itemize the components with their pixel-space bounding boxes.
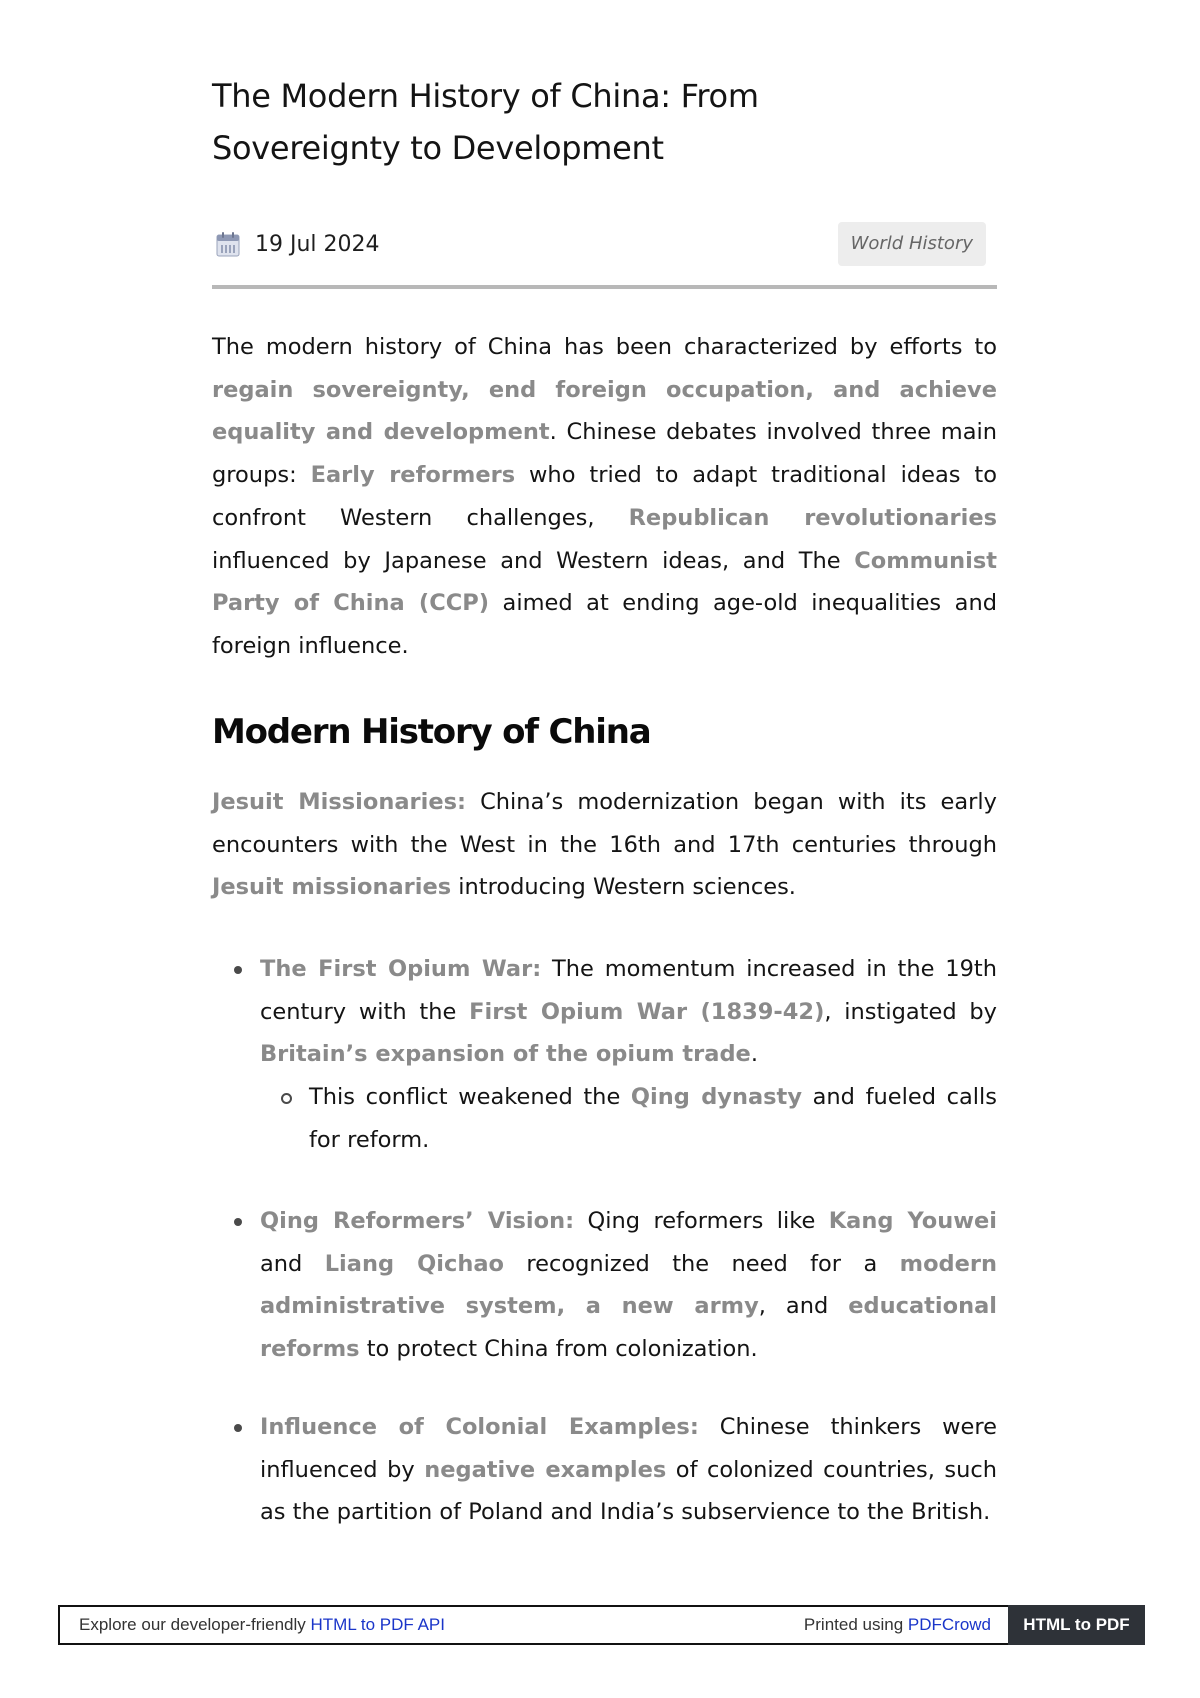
item-highlight: Qing Reformers’ Vision: — [260, 1208, 575, 1234]
bullet-list — [212, 948, 997, 1162]
html-to-pdf-button[interactable]: HTML to PDF — [1008, 1605, 1145, 1645]
item-text: to protect China from colonization. — [359, 1336, 758, 1363]
bullet-list — [212, 1406, 997, 1534]
item-highlight: Influence of Colonial Examples: — [260, 1414, 699, 1440]
footer-right — [804, 1607, 991, 1643]
para-text: introducing Western sciences. — [451, 874, 796, 901]
list-item-opium-war — [212, 948, 997, 1162]
list-item-colonial-examples — [212, 1406, 997, 1534]
intro-text: influenced by Japanese and Western ideas, and The — [212, 547, 855, 574]
intro-highlight: Early reformers — [310, 462, 516, 489]
item-text: , and — [758, 1293, 849, 1320]
bullet-list — [212, 1200, 997, 1371]
intro-text: who tried to adapt traditional ideas to confront Western challenges, — [212, 462, 997, 531]
item-highlight: negative examples — [424, 1456, 667, 1483]
para-highlight: Jesuit Missionaries: — [212, 789, 466, 815]
article-meta — [212, 222, 997, 268]
jesuit-paragraph — [212, 781, 997, 909]
footer-text: Printed using — [803, 1615, 908, 1634]
section-heading: Modern History of China — [212, 712, 651, 752]
intro-text: The modern history of China has been characterized by efforts to — [212, 334, 997, 360]
html-to-pdf-api-link[interactable]: HTML to PDF API — [310, 1615, 445, 1634]
title-line-2: Sovereignty to Development — [212, 129, 664, 167]
intro-highlight: Republican revolutionaries — [628, 504, 997, 531]
item-text: Qing reformers like — [574, 1208, 829, 1234]
sub-list-item — [260, 1076, 997, 1161]
item-highlight: Kang Youwei — [828, 1208, 997, 1234]
intro-text: aimed at ending age-old inequalities and foreign influence. — [212, 590, 997, 659]
pdfcrowd-link[interactable]: PDFCrowd — [907, 1615, 991, 1634]
item-text: and — [260, 1250, 325, 1277]
item-highlight: Britain’s expansion of the opium trade — [260, 1041, 751, 1068]
footer-text: Explore our developer-friendly — [79, 1615, 311, 1634]
page-title — [212, 70, 997, 174]
list-item-qing-reformers — [212, 1200, 997, 1371]
footer-left — [79, 1607, 445, 1643]
item-highlight: First Opium War (1839-42) — [469, 998, 825, 1025]
item-highlight: The First Opium War: — [260, 956, 542, 982]
sub-list — [260, 1076, 997, 1161]
item-text: Chinese thinkers were influenced by — [260, 1414, 997, 1483]
title-line-1: The Modern History of China: From — [212, 77, 759, 115]
intro-highlight: regain sovereignty, end foreign occupation, and achieve equality and development — [212, 376, 997, 446]
publish-date: 19 Jul 2024 — [255, 232, 380, 257]
intro-paragraph — [212, 326, 997, 668]
item-text: . — [750, 1041, 758, 1068]
item-text: The momentum increased in the 19th century with the — [260, 956, 998, 1025]
item-highlight: modern administrative system, a new army — [260, 1250, 998, 1320]
item-text: This conflict weakened the — [309, 1084, 631, 1111]
footer-box — [58, 1605, 1010, 1645]
calendar-icon — [216, 231, 240, 257]
pdfcrowd-footer-banner — [58, 1605, 1145, 1645]
category-tag[interactable]: World History — [838, 222, 986, 266]
item-highlight: educational reforms — [260, 1293, 997, 1363]
item-text: of colonized countries, such as the partition of Poland and India’s subservience to the British. — [260, 1456, 997, 1526]
item-text: and fueled calls for reform. — [309, 1084, 997, 1153]
para-highlight: Jesuit missionaries — [212, 874, 452, 901]
item-highlight: Liang Qichao — [324, 1250, 504, 1277]
divider — [212, 285, 997, 289]
para-text: China’s modernization began with its early encounters with the West in the 16th and 17th centuries through — [212, 789, 997, 858]
intro-highlight: Communist Party of China (CCP) — [212, 547, 997, 617]
intro-text: . Chinese debates involved three main groups: — [212, 419, 997, 489]
item-text: recognized the need for a — [503, 1250, 900, 1277]
item-text: , instigated by — [824, 998, 997, 1025]
item-highlight: Qing dynasty — [630, 1084, 802, 1111]
